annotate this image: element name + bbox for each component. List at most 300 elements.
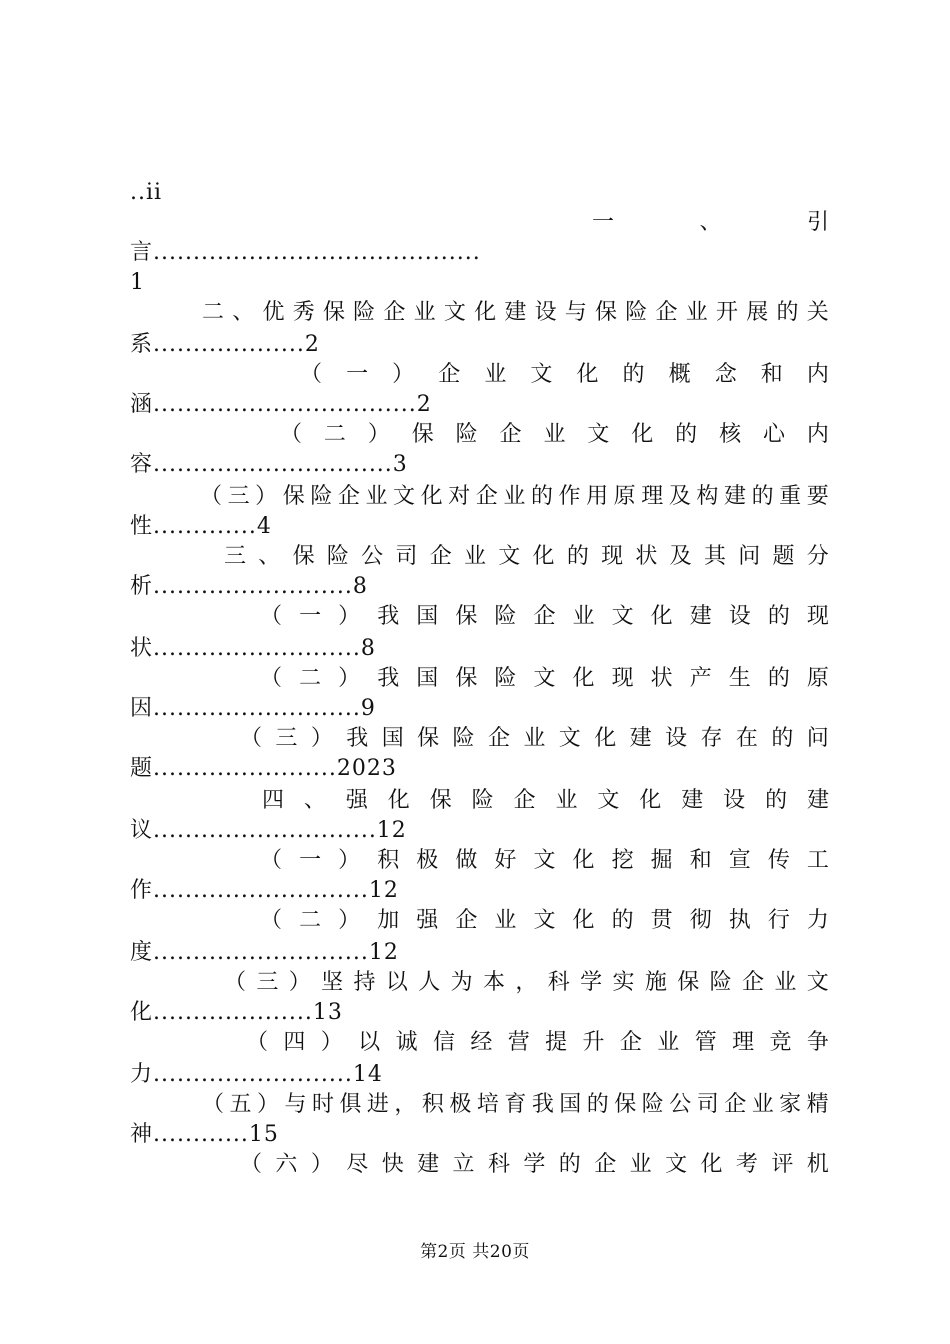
toc-char: 国 bbox=[381, 726, 405, 751]
toc-char: 企 bbox=[513, 788, 537, 813]
toc-char: 现 bbox=[611, 666, 635, 691]
toc-char: 文 bbox=[498, 544, 522, 569]
toc-char: 文 bbox=[533, 908, 557, 933]
toc-char: 文 bbox=[806, 970, 830, 995]
toc-heading-line bbox=[130, 906, 830, 936]
toc-leader-line: 力.........................14 bbox=[130, 1062, 383, 1087]
toc-char: 化 bbox=[576, 362, 600, 387]
toc-char: 科 bbox=[487, 1152, 511, 1177]
toc-char: 司 bbox=[395, 544, 419, 569]
toc-char: 保 bbox=[614, 1092, 638, 1117]
toc-char: 化 bbox=[639, 788, 663, 813]
toc-char: 保 bbox=[292, 544, 316, 569]
toc-char: 业 bbox=[503, 484, 527, 509]
toc-char: 企 bbox=[429, 544, 453, 569]
toc-char: 存 bbox=[700, 726, 724, 751]
toc-char: 建 bbox=[629, 726, 653, 751]
toc-char: 一 bbox=[299, 604, 323, 629]
toc-leader-line: 言......................................... bbox=[130, 240, 481, 265]
toc-char: ） bbox=[255, 484, 279, 509]
toc-char: 经 bbox=[470, 1030, 494, 1055]
toc-heading-line bbox=[130, 360, 830, 390]
toc-char: 化 bbox=[572, 848, 596, 873]
toc-char: 尽 bbox=[346, 1152, 370, 1177]
toc-char: 的 bbox=[586, 1092, 610, 1117]
toc-char: ） bbox=[338, 908, 362, 933]
toc-line: ..ii bbox=[130, 180, 163, 205]
toc-char: 企 bbox=[655, 300, 679, 325]
toc-char: 工 bbox=[806, 848, 830, 873]
toc-char: 保 bbox=[455, 604, 479, 629]
toc-char: 企 bbox=[724, 1092, 748, 1117]
toc-char: 挖 bbox=[611, 848, 635, 873]
toc-char: 建 bbox=[681, 788, 705, 813]
toc-char: 国 bbox=[416, 666, 440, 691]
toc-char: （ bbox=[260, 666, 284, 691]
toc-heading-line bbox=[130, 724, 830, 754]
toc-char: 建 bbox=[504, 300, 528, 325]
toc-char: 业 bbox=[657, 1030, 681, 1055]
toc-char: 企 bbox=[455, 908, 479, 933]
toc-heading-line bbox=[130, 298, 830, 328]
toc-char: 设 bbox=[723, 788, 747, 813]
toc-char: 保 bbox=[411, 422, 435, 447]
toc-char: （ bbox=[260, 908, 284, 933]
toc-leader-line: 涵.................................2 bbox=[130, 392, 432, 417]
toc-justified-text bbox=[200, 482, 830, 512]
toc-justified-text bbox=[300, 360, 830, 390]
toc-char: 分 bbox=[806, 544, 830, 569]
toc-leader-line: 系...................2 bbox=[130, 332, 320, 357]
toc-char: 业 bbox=[751, 1092, 775, 1117]
toc-char: 设 bbox=[665, 726, 689, 751]
toc-char: 三 bbox=[256, 970, 280, 995]
toc-char: 以 bbox=[385, 970, 409, 995]
toc-char: 险 bbox=[310, 484, 334, 509]
toc-char: 问 bbox=[806, 726, 830, 751]
toc-char: 关 bbox=[806, 300, 830, 325]
toc-char: 五 bbox=[229, 1092, 253, 1117]
toc-char: 的 bbox=[530, 484, 554, 509]
toc-char: 行 bbox=[767, 908, 791, 933]
toc-char: 文 bbox=[611, 604, 635, 629]
toc-char: 精 bbox=[806, 1092, 830, 1117]
toc-char: 化 bbox=[631, 422, 655, 447]
toc-justified-text bbox=[246, 1028, 830, 1058]
toc-char: 重 bbox=[779, 484, 803, 509]
toc-char: 业 bbox=[365, 484, 389, 509]
toc-heading-line bbox=[130, 482, 830, 512]
toc-char: 的 bbox=[622, 362, 646, 387]
toc-char: 机 bbox=[806, 1152, 830, 1177]
toc-char: 保 bbox=[282, 484, 306, 509]
toc-char: 及 bbox=[668, 484, 692, 509]
toc-char: 极 bbox=[449, 1092, 473, 1117]
toc-char: 开 bbox=[715, 300, 739, 325]
toc-char: 其 bbox=[703, 544, 727, 569]
toc-char: （ bbox=[240, 1152, 264, 1177]
toc-char: 我 bbox=[377, 666, 401, 691]
toc-char: 险 bbox=[494, 604, 518, 629]
toc-char: 企 bbox=[619, 1030, 643, 1055]
toc-char: 家 bbox=[779, 1092, 803, 1117]
toc-char: （ bbox=[200, 484, 224, 509]
toc-char: 现 bbox=[806, 604, 830, 629]
toc-char: 险 bbox=[494, 666, 518, 691]
toc-char: 升 bbox=[582, 1030, 606, 1055]
toc-char: 的 bbox=[765, 788, 789, 813]
toc-char: 文 bbox=[597, 788, 621, 813]
toc-char: 的 bbox=[611, 908, 635, 933]
toc-char: 秀 bbox=[292, 300, 316, 325]
toc-char: 业 bbox=[484, 362, 508, 387]
toc-leader-line: 题.......................2023 bbox=[130, 756, 397, 781]
toc-char: 企 bbox=[499, 422, 523, 447]
toc-char: 概 bbox=[668, 362, 692, 387]
toc-char: 掘 bbox=[650, 848, 674, 873]
toc-heading-line bbox=[130, 420, 830, 450]
toc-char: ） bbox=[288, 970, 312, 995]
toc-justified-text bbox=[262, 786, 830, 816]
toc-char: 文 bbox=[393, 484, 417, 509]
toc-char: 的 bbox=[767, 604, 791, 629]
toc-justified-text bbox=[260, 602, 830, 632]
toc-justified-text bbox=[280, 420, 830, 450]
toc-char: 竞 bbox=[769, 1030, 793, 1055]
toc-char: 学 bbox=[523, 1152, 547, 1177]
toc-char: ） bbox=[310, 726, 334, 751]
toc-justified-text bbox=[592, 208, 830, 238]
toc-leader-line: 神............15 bbox=[130, 1122, 279, 1147]
toc-char: 险 bbox=[641, 1092, 665, 1117]
toc-char: 积 bbox=[377, 848, 401, 873]
toc-char: 优 bbox=[262, 300, 286, 325]
toc-char: （ bbox=[202, 1092, 226, 1117]
toc-char: 本 bbox=[483, 970, 507, 995]
toc-char: 险 bbox=[625, 300, 649, 325]
toc-char: 化 bbox=[594, 726, 618, 751]
toc-char: 企 bbox=[337, 484, 361, 509]
toc-heading-line bbox=[130, 846, 830, 876]
toc-char: 状 bbox=[650, 666, 674, 691]
toc-char: 化 bbox=[474, 300, 498, 325]
toc-char: ） bbox=[392, 362, 416, 387]
toc-justified-text bbox=[202, 1090, 830, 1120]
toc-char: 企 bbox=[533, 604, 557, 629]
toc-char: 内 bbox=[806, 422, 830, 447]
toc-char: 化 bbox=[572, 666, 596, 691]
toc-char: 化 bbox=[650, 604, 674, 629]
toc-justified-text bbox=[202, 298, 830, 328]
toc-char: 业 bbox=[685, 300, 709, 325]
toc-char: 俱 bbox=[339, 1092, 363, 1117]
toc-char: 好 bbox=[494, 848, 518, 873]
toc-char: 、 bbox=[699, 210, 723, 235]
toc-char: 力 bbox=[806, 908, 830, 933]
toc-char: 险 bbox=[353, 300, 377, 325]
toc-leader-line: 析.........................8 bbox=[130, 574, 368, 599]
toc-leader-line: 因..........................9 bbox=[130, 696, 376, 721]
toc-char: 及 bbox=[669, 544, 693, 569]
toc-justified-text bbox=[260, 846, 830, 876]
toc-char: 核 bbox=[719, 422, 743, 447]
toc-char: 极 bbox=[416, 848, 440, 873]
toc-leader-line: 化....................13 bbox=[130, 1000, 343, 1025]
toc-leader-line: 状..........................8 bbox=[130, 636, 376, 661]
toc-char: （ bbox=[260, 604, 284, 629]
toc-char: 司 bbox=[696, 1092, 720, 1117]
toc-char: 在 bbox=[735, 726, 759, 751]
toc-char: 强 bbox=[345, 788, 369, 813]
toc-justified-text bbox=[224, 968, 830, 998]
toc-char: 产 bbox=[689, 666, 713, 691]
toc-char: 业 bbox=[463, 544, 487, 569]
toc-char: 险 bbox=[452, 726, 476, 751]
toc-char: 强 bbox=[416, 908, 440, 933]
toc-char: ， bbox=[515, 970, 539, 995]
toc-heading-line bbox=[130, 968, 830, 998]
toc-justified-text bbox=[260, 664, 830, 694]
toc-leader-line: 度...........................12 bbox=[130, 940, 399, 965]
toc-char: 企 bbox=[475, 484, 499, 509]
toc-char: ） bbox=[310, 1152, 334, 1177]
toc-char: （ bbox=[246, 1030, 270, 1055]
toc-char: 业 bbox=[523, 726, 547, 751]
toc-char: 快 bbox=[381, 1152, 405, 1177]
toc-heading-line bbox=[130, 1028, 830, 1058]
toc-char: 理 bbox=[641, 484, 665, 509]
toc-char: 企 bbox=[742, 970, 766, 995]
toc-char: （ bbox=[280, 422, 304, 447]
toc-char: （ bbox=[240, 726, 264, 751]
toc-justified-text bbox=[240, 724, 830, 754]
toc-heading-line bbox=[130, 1090, 830, 1120]
toc-justified-text bbox=[260, 906, 830, 936]
toc-char: 文 bbox=[533, 848, 557, 873]
toc-char: 保 bbox=[429, 788, 453, 813]
toc-char: 立 bbox=[452, 1152, 476, 1177]
toc-char: 原 bbox=[806, 666, 830, 691]
toc-char: 的 bbox=[558, 1152, 582, 1177]
toc-char: 的 bbox=[675, 422, 699, 447]
toc-char: 建 bbox=[689, 604, 713, 629]
toc-char: 建 bbox=[417, 1152, 441, 1177]
toc-char: 提 bbox=[545, 1030, 569, 1055]
toc-char: 公 bbox=[361, 544, 385, 569]
toc-char: 我 bbox=[377, 604, 401, 629]
toc-char: 施 bbox=[644, 970, 668, 995]
toc-char: 对 bbox=[448, 484, 472, 509]
toc-char: 积 bbox=[421, 1092, 445, 1117]
toc-char: 二 bbox=[323, 422, 347, 447]
toc-char: 与 bbox=[564, 300, 588, 325]
toc-char: 心 bbox=[762, 422, 786, 447]
toc-char: 管 bbox=[694, 1030, 718, 1055]
toc-leader-line: 作...........................12 bbox=[130, 878, 399, 903]
page-footer: 第2页 共20页 bbox=[420, 1242, 530, 1262]
toc-char: 考 bbox=[735, 1152, 759, 1177]
toc-char: 业 bbox=[494, 908, 518, 933]
toc-char: 四 bbox=[262, 788, 286, 813]
toc-heading-line bbox=[130, 542, 830, 572]
toc-char: 设 bbox=[534, 300, 558, 325]
toc-char: 三 bbox=[224, 544, 248, 569]
toc-char: 文 bbox=[665, 1152, 689, 1177]
toc-char: 建 bbox=[806, 788, 830, 813]
toc-page-number: 1 bbox=[130, 270, 145, 295]
toc-char: 六 bbox=[275, 1152, 299, 1177]
toc-char: 育 bbox=[504, 1092, 528, 1117]
toc-char: 企 bbox=[383, 300, 407, 325]
toc-char: 文 bbox=[587, 422, 611, 447]
toc-char: 二 bbox=[202, 300, 226, 325]
toc-char: 问 bbox=[738, 544, 762, 569]
toc-char: 为 bbox=[450, 970, 474, 995]
toc-heading-line bbox=[130, 664, 830, 694]
toc-char: 文 bbox=[558, 726, 582, 751]
toc-char: 的 bbox=[771, 726, 795, 751]
toc-char: 我 bbox=[346, 726, 370, 751]
toc-char: ） bbox=[338, 848, 362, 873]
toc-char: 的 bbox=[776, 300, 800, 325]
toc-char: ， bbox=[394, 1092, 418, 1117]
toc-char: 企 bbox=[594, 1152, 618, 1177]
toc-char: 化 bbox=[700, 1152, 724, 1177]
toc-char: 企 bbox=[487, 726, 511, 751]
toc-char: 生 bbox=[728, 666, 752, 691]
toc-char: 作 bbox=[558, 484, 582, 509]
toc-char: 四 bbox=[283, 1030, 307, 1055]
toc-leader-line: 议............................12 bbox=[130, 818, 407, 843]
toc-char: （ bbox=[260, 848, 284, 873]
toc-justified-text bbox=[224, 542, 830, 572]
toc-char: 险 bbox=[455, 422, 479, 447]
toc-char: 险 bbox=[471, 788, 495, 813]
toc-char: 业 bbox=[629, 1152, 653, 1177]
toc-char: 营 bbox=[507, 1030, 531, 1055]
toc-char: （ bbox=[300, 362, 324, 387]
toc-char: 构 bbox=[696, 484, 720, 509]
toc-char: 持 bbox=[353, 970, 377, 995]
toc-char: 进 bbox=[366, 1092, 390, 1117]
toc-char: 一 bbox=[592, 210, 616, 235]
toc-char: 一 bbox=[346, 362, 370, 387]
toc-char: 国 bbox=[416, 604, 440, 629]
toc-char: 传 bbox=[767, 848, 791, 873]
toc-char: 二 bbox=[299, 666, 323, 691]
toc-char: 设 bbox=[728, 604, 752, 629]
toc-char: 诚 bbox=[395, 1030, 419, 1055]
toc-char: 引 bbox=[806, 210, 830, 235]
toc-char: 宣 bbox=[728, 848, 752, 873]
toc-char: 信 bbox=[432, 1030, 456, 1055]
toc-char: 念 bbox=[714, 362, 738, 387]
toc-char: 三 bbox=[227, 484, 251, 509]
toc-char: 与 bbox=[284, 1092, 308, 1117]
toc-char: 险 bbox=[326, 544, 350, 569]
toc-char: 、 bbox=[232, 300, 256, 325]
toc-char: 彻 bbox=[689, 908, 713, 933]
toc-char: 业 bbox=[413, 300, 437, 325]
toc-char: 展 bbox=[746, 300, 770, 325]
toc-char: 用 bbox=[586, 484, 610, 509]
toc-char: 文 bbox=[533, 666, 557, 691]
toc-char: ） bbox=[320, 1030, 344, 1055]
toc-char: 险 bbox=[709, 970, 733, 995]
toc-char: ） bbox=[367, 422, 391, 447]
toc-char: 、 bbox=[303, 788, 327, 813]
toc-heading-line bbox=[130, 1150, 830, 1180]
toc-char: 状 bbox=[635, 544, 659, 569]
toc-char: 业 bbox=[572, 604, 596, 629]
toc-char: 加 bbox=[377, 908, 401, 933]
toc-char: 一 bbox=[299, 848, 323, 873]
toc-char: 的 bbox=[767, 666, 791, 691]
toc-char: 现 bbox=[601, 544, 625, 569]
toc-heading-line bbox=[130, 208, 830, 238]
toc-char: ） bbox=[256, 1092, 280, 1117]
toc-char: 的 bbox=[751, 484, 775, 509]
toc-char: 的 bbox=[566, 544, 590, 569]
toc-char: 三 bbox=[275, 726, 299, 751]
toc-char: 化 bbox=[420, 484, 444, 509]
toc-char: 保 bbox=[455, 666, 479, 691]
toc-char: 企 bbox=[438, 362, 462, 387]
toc-char: （ bbox=[224, 970, 248, 995]
toc-char: 业 bbox=[774, 970, 798, 995]
toc-justified-text bbox=[240, 1150, 830, 1180]
toc-char: 人 bbox=[418, 970, 442, 995]
toc-char: 化 bbox=[572, 908, 596, 933]
toc-char: 建 bbox=[723, 484, 747, 509]
toc-char: ） bbox=[338, 604, 362, 629]
toc-char: 文 bbox=[530, 362, 554, 387]
toc-heading-line bbox=[130, 786, 830, 816]
toc-char: 科 bbox=[547, 970, 571, 995]
toc-char: 原 bbox=[613, 484, 637, 509]
toc-char: 做 bbox=[455, 848, 479, 873]
toc-char: 内 bbox=[806, 362, 830, 387]
toc-leader-line: 性.............4 bbox=[130, 514, 272, 539]
toc-char: 执 bbox=[728, 908, 752, 933]
toc-char: 文 bbox=[443, 300, 467, 325]
toc-char: 和 bbox=[760, 362, 784, 387]
toc-char: 以 bbox=[358, 1030, 382, 1055]
toc-char: 化 bbox=[387, 788, 411, 813]
toc-char: 国 bbox=[559, 1092, 583, 1117]
toc-char: 培 bbox=[476, 1092, 500, 1117]
toc-char: 争 bbox=[806, 1030, 830, 1055]
toc-char: 业 bbox=[543, 422, 567, 447]
toc-char: 要 bbox=[806, 484, 830, 509]
toc-char: 理 bbox=[732, 1030, 756, 1055]
toc-char: 公 bbox=[669, 1092, 693, 1117]
toc-char: 评 bbox=[771, 1152, 795, 1177]
toc-char: 、 bbox=[258, 544, 282, 569]
toc-char: 题 bbox=[772, 544, 796, 569]
toc-heading-line bbox=[130, 602, 830, 632]
toc-char: 业 bbox=[555, 788, 579, 813]
toc-char: 学 bbox=[580, 970, 604, 995]
toc-char: 我 bbox=[531, 1092, 555, 1117]
toc-leader-line: 容..............................3 bbox=[130, 452, 408, 477]
toc-char: 实 bbox=[612, 970, 636, 995]
toc-char: 保 bbox=[322, 300, 346, 325]
toc-char: 时 bbox=[311, 1092, 335, 1117]
toc-char: 坚 bbox=[321, 970, 345, 995]
toc-char: ） bbox=[338, 666, 362, 691]
toc-char: 保 bbox=[595, 300, 619, 325]
